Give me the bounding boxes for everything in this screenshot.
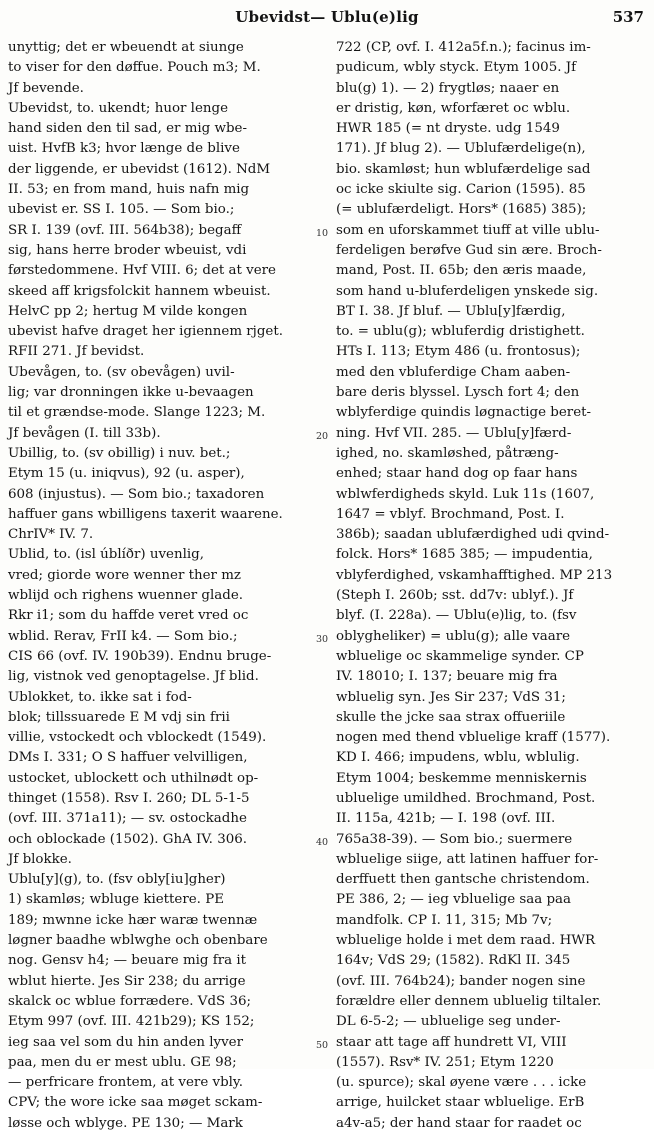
left-column-line: vred; giorde wore wenner ther mz — [8, 567, 241, 583]
left-column-line: haffuer gans wbilligens taxerit waarene. — [8, 506, 283, 522]
left-column-line: 189; mwnne icke hær waræ twennæ — [8, 912, 258, 928]
line-marker: 50 — [316, 1040, 329, 1051]
left-column-line: — perfricare frontem, at vere vbly. — [8, 1075, 243, 1091]
left-column-line: Ublu[y](g), to. (fsv obly[iu]gher) — [8, 872, 226, 888]
left-column-line: ChrIV* IV. 7. — [8, 527, 94, 543]
left-column-line: paa, men du er mest ublu. GE 98; — [8, 1054, 237, 1070]
right-column-line: ighed, no. skamløshed, påtræng- — [336, 445, 559, 461]
left-column-line: SR I. 139 (ovf. III. 564b38); begaff — [8, 222, 242, 238]
left-column-line: Ubevågen, to. (sv obevågen) uvil- — [8, 364, 235, 380]
left-column-line: thinget (1558). Rsv I. 260; DL 5-1-5 — [8, 790, 250, 806]
right-column-line: ferdeligen berøfve Gud sin ære. Broch- — [336, 242, 602, 258]
right-column-line: ning. Hvf VII. 285. — Ublu[y]færd- — [336, 425, 572, 441]
left-column — [8, 38, 320, 1134]
left-column-line: Ubillig, to. (sv obillig) i nuv. bet.; — [8, 445, 231, 461]
right-column-line: 164v; VdS 29; (1582). RdKl II. 345 — [336, 953, 571, 969]
line-marker: 40 — [316, 837, 329, 848]
right-column-line: bare deris blyssel. Lysch fort 4; den — [336, 385, 580, 401]
right-column-line: BT I. 38. Jf bluf. — Ublu[y]færdig, — [336, 303, 566, 319]
right-column-line: bio. skamløst; hun wblufærdelige sad — [336, 161, 591, 177]
left-column-line: RFII 271. Jf bevidst. — [8, 344, 145, 360]
right-column-line: IV. 18010; I. 137; beuare mig fra — [336, 669, 558, 685]
left-column-line: skeed aff krigsfolckit hannem wbeuist. — [8, 283, 271, 299]
right-column-line: 765a38-39). — Som bio.; suermere — [336, 831, 573, 847]
left-column-line: løgner baadhe wblwghe och obenbare — [8, 933, 268, 949]
right-column-line: derffuett then gantsche christendom. — [336, 872, 590, 888]
left-column-line: ubevist hafve draget her igiennem rjget. — [8, 324, 283, 340]
right-column-line: wbluelig syn. Jes Sir 237; VdS 31; — [336, 689, 566, 705]
left-column-line: lig; var dronningen ikke u-bevaagen — [8, 385, 254, 401]
left-column-line: til et grændse-mode. Slange 1223; M. — [8, 405, 266, 421]
right-column-line: wbluelige oc skammelige synder. CP — [336, 648, 584, 664]
left-column-line: Jf bevende. — [8, 80, 84, 96]
left-column-line: Jf bevågen (I. till 33b). — [8, 425, 161, 441]
right-column-line: mandfolk. CP I. 11, 315; Mb 7v; — [336, 912, 553, 928]
right-column-line: 171). Jf blug 2). — Ublufærdelige(n), — [336, 141, 586, 157]
left-column-line: Ubevidst, to. ukendt; huor lenge — [8, 100, 228, 116]
right-column-line: PE 386, 2; — ieg vbluelige saa paa — [336, 892, 572, 908]
left-column-line: lig, vistnok ved genoptagelse. Jf blid. — [8, 669, 259, 685]
line-marker: 30 — [316, 634, 329, 645]
left-column-line: CIS 66 (ovf. IV. 190b39). Endnu bruge- — [8, 648, 272, 664]
left-column-line: 1) skamløs; wbluge kiettere. PE — [8, 892, 224, 908]
page-title: Ubevidst— Ublu(e)lig — [235, 8, 419, 26]
left-column-line: HelvC pp 2; hertug M vilde kongen — [8, 303, 248, 319]
left-column-line: førstedommene. Hvf VIII. 6; det at vere — [8, 263, 276, 279]
left-column-line: blok; tillssuarede E M vdj sin frii — [8, 709, 230, 725]
right-column-line: som hand u-bluferdeligen ynskede sig. — [336, 283, 599, 299]
right-column-line: pudicum, wbly styck. Etym 1005. Jf — [336, 60, 577, 76]
page-number: 537 — [612, 8, 644, 26]
left-column-line: wblid. Rerav, FrII k4. — Som bio.; — [8, 628, 238, 644]
right-column-line: skulle the jcke saa strax offueriile — [336, 709, 566, 725]
right-column-line: nogen med thend vbluelige kraff (1577). — [336, 730, 611, 746]
left-column-line: Etym 997 (ovf. III. 421b29); KS 152; — [8, 1014, 255, 1030]
right-column-line: HWR 185 (= nt dryste. udg 1549 — [336, 121, 560, 137]
left-column-line: 608 (injustus). — Som bio.; taxadoren — [8, 486, 265, 502]
right-column-line: vblyferdighed, vskamhafftighed. MP 213 — [336, 567, 613, 583]
left-column-line: wblijd och righens wuenner glade. — [8, 588, 244, 604]
left-column-line: uist. HvfB k3; hvor længe de blive — [8, 141, 240, 157]
right-column-line: oblygheliker) = ublu(g); alle vaare — [336, 628, 571, 644]
left-column-line: sig, hans herre broder wbeuist, vdi — [8, 242, 247, 258]
right-column-line: folck. Hors* 1685 385; — impudentia, — [336, 547, 593, 563]
left-column-line: ustocket, ublockett och uthilnødt op- — [8, 770, 259, 786]
left-column-line: unyttig; det er wbeuendt at siunge — [8, 40, 244, 55]
right-column-line: 722 (CP, ovf. I. 412a5f.n.); facinus im- — [336, 40, 591, 55]
right-column — [336, 38, 644, 1134]
left-column-line: to viser for den døffue. Pouch m3; M. — [8, 60, 261, 76]
right-column-line: ubluelige umildhed. Brochmand, Post. — [336, 790, 596, 806]
left-column-line: villie, vstockedt och vblockedt (1549). — [8, 730, 267, 746]
right-column-line: KD I. 466; impudens, wblu, wblulig. — [336, 750, 580, 766]
right-column-line: II. 115a, 421b; — I. 198 (ovf. III. — [336, 811, 556, 827]
right-column-line: (= ublufærdeligt. Hors* (1685) 385); — [336, 202, 587, 218]
left-column-line: II. 53; en from mand, huis nafn mig — [8, 182, 250, 198]
right-column-line: (1557). Rsv* IV. 251; Etym 1220 — [336, 1054, 554, 1070]
right-column-line: enhed; staar hand dog op faar hans — [336, 466, 578, 482]
right-column-line: wblwferdigheds skyld. Luk 11s (1607, — [336, 486, 595, 502]
right-column-line: staar att tage aff hundrett VI, VIII — [336, 1034, 567, 1050]
right-column-line: (u. spurce); skal øyene være . . . icke — [336, 1075, 587, 1091]
right-column-line: HTs I. 113; Etym 486 (u. frontosus); — [336, 344, 581, 360]
right-column-line: mand, Post. II. 65b; den æris maade, — [336, 263, 587, 279]
right-column-line: 1647 = vblyf. Brochmand, Post. I. — [336, 506, 565, 522]
right-column-line: som en uforskammet tiuff at ville ublu- — [336, 222, 600, 238]
left-column-line: skalck oc wblue forrædere. VdS 36; — [8, 993, 252, 1009]
right-column-line: (Steph I. 260b; sst. dd7v: ublyf.). Jf — [336, 588, 574, 604]
left-column-line: løsse och wblyge. PE 130; — Mark — [8, 1115, 243, 1131]
line-marker: 10 — [316, 228, 329, 239]
right-column-line: wbluelige holde i met dem raad. HWR — [336, 933, 596, 949]
running-header — [0, 8, 654, 30]
right-column-line: a4v-a5; der hand staar for raadet oc — [336, 1115, 582, 1131]
right-column-line: oc icke skiulte sig. Carion (1595). 85 — [336, 182, 586, 198]
left-column-line: och oblockade (1502). GhA IV. 306. — [8, 831, 248, 847]
left-column-line: Jf blokke. — [8, 851, 72, 867]
right-column-line: 386b); saadan ublufærdighed udi qvind- — [336, 527, 610, 543]
left-column-line: Etym 15 (u. iniqvus), 92 (u. asper), — [8, 466, 245, 482]
left-column-line: hand siden den til sad, er mig wbe- — [8, 121, 247, 137]
left-column-line: Ublokket, to. ikke sat i fod- — [8, 689, 192, 705]
right-column-line: wblyferdige quindis løgnactige beret- — [336, 405, 592, 421]
line-marker: 20 — [316, 431, 329, 442]
left-column-line: CPV; the wore icke saa møget sckam- — [8, 1095, 263, 1111]
right-column-line: med den vbluferdige Cham aaben- — [336, 364, 571, 380]
right-column-line: Etym 1004; beskemme menniskernis — [336, 770, 587, 786]
left-column-line: ubevist er. SS I. 105. — Som bio.; — [8, 202, 235, 218]
left-column-line: Rkr i1; som du haffde veret vred oc — [8, 608, 249, 624]
right-column-line: (ovf. III. 764b24); bander nogen sine — [336, 973, 586, 989]
right-column-line: er dristig, køn, wforfæret oc wblu. — [336, 100, 571, 116]
left-column-line: ieg saa vel som du hin anden lyver — [8, 1034, 244, 1050]
right-column-line: wbluelige siige, att latinen haffuer for- — [336, 851, 599, 867]
right-column-line: blyf. (I. 228a). — Ublu(e)lig, to. (fsv — [336, 608, 577, 624]
left-column-line: (ovf. III. 371a11); — sv. ostockadhe — [8, 811, 247, 827]
left-column-line: DMs I. 331; O S haffuer velvilligen, — [8, 750, 248, 766]
left-column-line: wblut hierte. Jes Sir 238; du arrige — [8, 973, 246, 989]
left-column-line: Ublid, to. (isl úblíðr) uvenlig, — [8, 547, 204, 563]
right-column-line: arrige, huilcket staar wbluelige. ErB — [336, 1095, 585, 1111]
right-column-line: DL 6-5-2; — ubluelige seg under- — [336, 1014, 561, 1030]
left-column-line: nog. Gensv h4; — beuare mig fra it — [8, 953, 247, 969]
right-column-line: forældre eller dennem ubluelig tiltaler. — [336, 993, 602, 1009]
right-column-line: blu(g) 1). — 2) frygtløs; naaer en — [336, 80, 560, 96]
left-column-line: der liggende, er ubevidst (1612). NdM — [8, 161, 271, 177]
right-column-line: to. = ublu(g); wbluferdig dristighett. — [336, 324, 585, 340]
